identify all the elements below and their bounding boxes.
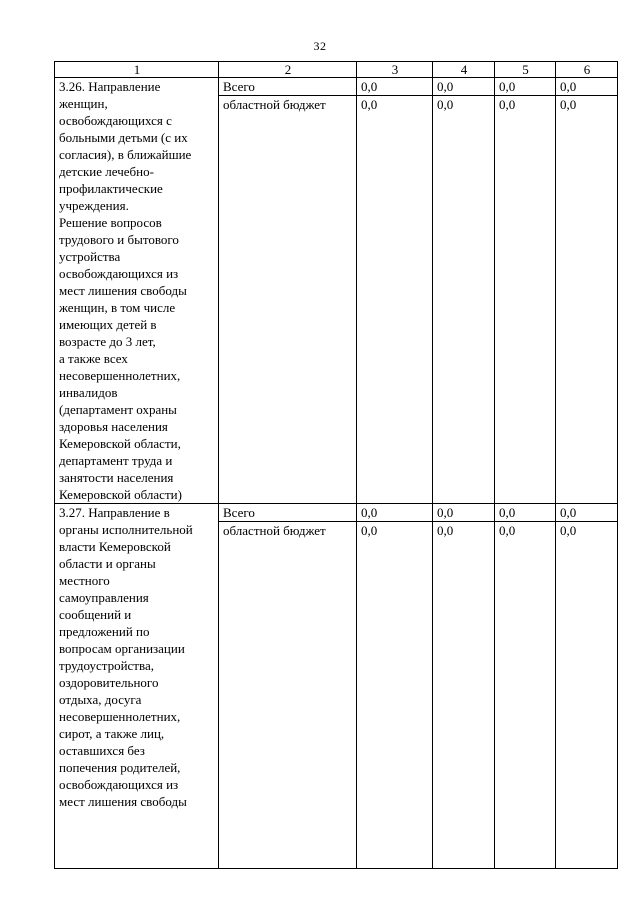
- value-cell: 0,0: [556, 522, 618, 869]
- column-header: 5: [495, 62, 556, 78]
- value-cell: 0,0: [433, 78, 495, 96]
- funding-source: Всего: [219, 78, 357, 96]
- column-header: 2: [219, 62, 357, 78]
- value-cell: 0,0: [357, 522, 433, 869]
- value-cell: 0,0: [357, 504, 433, 522]
- value-cell: 0,0: [495, 78, 556, 96]
- funding-source: областной бюджет: [219, 522, 357, 869]
- value-cell: 0,0: [495, 96, 556, 504]
- table-header-row: [55, 62, 618, 78]
- value-cell: 0,0: [495, 504, 556, 522]
- measure-description: 3.27. Направление в органы исполнительной власти Кемеровской области и органы местного самоуправления сообщений и предложений по вопросам организации трудоустройства, оздоровительного отдыха, досуга несовершеннолетних, сирот, а также лиц, оставшихся без попечения родителей, освобождающихся из мест лишения свободы: [55, 504, 219, 869]
- value-cell: 0,0: [357, 96, 433, 504]
- column-header: 6: [556, 62, 618, 78]
- value-cell: 0,0: [556, 78, 618, 96]
- table-row: [55, 78, 618, 96]
- value-cell: 0,0: [556, 504, 618, 522]
- value-cell: 0,0: [357, 78, 433, 96]
- funding-source: областной бюджет: [219, 96, 357, 504]
- measure-description: 3.26. Направление женщин, освобождающихся с больными детьми (с их согласия), в ближайшие детские лечебно- профилактические учреждения. Решение вопросов трудового и бытового устройства освобождающихся из мест лишения свободы женщин, в том числе имеющих детей в возрасте до 3 лет, а также всех несовершеннолетних, инвалидов (департамент охраны здоровья населения Кемеровской области, департамент труда и занятости населения Кемеровской области): [55, 78, 219, 504]
- column-header: 1: [55, 62, 219, 78]
- table-row: [55, 504, 618, 522]
- value-cell: 0,0: [433, 504, 495, 522]
- budget-table: [54, 61, 618, 869]
- funding-source: Всего: [219, 504, 357, 522]
- value-cell: 0,0: [495, 522, 556, 869]
- page-number: 32: [313, 39, 327, 53]
- column-header: 4: [433, 62, 495, 78]
- value-cell: 0,0: [556, 96, 618, 504]
- value-cell: 0,0: [433, 96, 495, 504]
- column-header: 3: [357, 62, 433, 78]
- value-cell: 0,0: [433, 522, 495, 869]
